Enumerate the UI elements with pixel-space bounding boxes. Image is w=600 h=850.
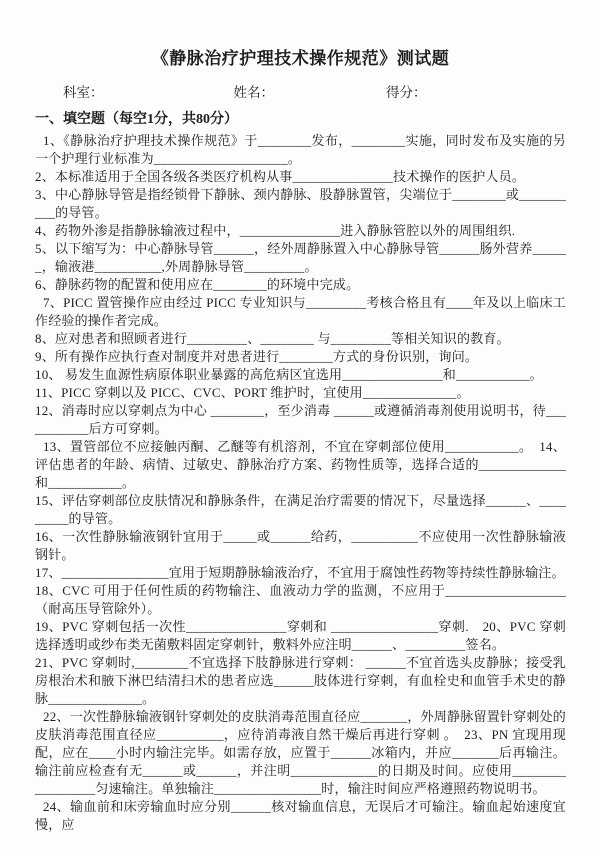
question-15: 15、评估穿刺部位皮肤情况和静脉条件，在满足治疗需要的情况下，尽量选择______、_________的导管。 (35, 493, 566, 526)
name-field-label: 姓名： (233, 85, 274, 100)
question-17: 17、________________宜用于短期静脉输液治疗，不宜用于腐蚀性药物等持续性静脉输注。 (35, 565, 565, 580)
question-9: 9、所有操作应执行查对制度并对患者进行________方式的身份识别，询问。 (35, 349, 479, 364)
question-11: 11、PICC 穿刺以及 PICC、CVC、PORT 维护时，宜使用______________。 (35, 385, 470, 400)
score-field-label: 得分： (386, 85, 427, 100)
question-22-23: 22、一次性静脉输液钢针穿刺处的皮肤消毒范围直径应_______，外周静脉留置针穿刺处的皮肤消毒范围直径应__________，应待消毒液自然干燥后再进行穿刺 。 23、PN 宜现用现配，应在____小时内输注完毕。如需存放，应置于______冰箱内，并应_______后再输注。输注前应检查有无______或______，并注明_____________的日期及时间。应使用_________________匀速输注。单独输注________________时，输注时间应严格遵照药物说明书。 (35, 709, 566, 796)
exam-header-fields (35, 81, 566, 101)
question-18: 18、CVC 可用于任何性质的药物输注、血液动力学的监测，不应用于__________________（耐高压导管除外）。 (35, 583, 566, 616)
question-7: 7、PICC 置管操作应由经过 PICC 专业知识与_________考核合格且有____年及以上临床工作经验的操作者完成。 (35, 295, 566, 328)
question-2: 2、本标准适用于全国各级各类医疗机构从事_______________技术操作的医护人员。 (35, 169, 526, 184)
question-8: 8、应对患者和照顾者进行_________、________ 与_________等相关知识的教育。 (35, 331, 510, 346)
questions-body (35, 132, 566, 834)
question-4: 4、药物外渗是指静脉输液过程中，_______________进入静脉管腔以外的周围组织. (35, 223, 516, 238)
question-16: 16、一次性静脉输液钢针宜用于_____或______给药，__________不应使用一次性静脉输液钢针。 (35, 529, 566, 562)
section-heading-fill-in-blanks: 一、填空题（每空1分，共80分） (35, 112, 238, 127)
question-5: 5、以下缩写为：中心静脉导管______，经外周静脉置入中心静脉导管______肠外营养______，输液港__________,外周静脉导管_________。 (35, 241, 566, 274)
question-1: 1、《静脉治疗护理技术操作规范》于________发布，________实施，同时发布及实施的另一个护理行业标准为____________________。 (35, 133, 566, 166)
question-6: 6、静脉药物的配置和使用应在________的环境中完成。 (35, 277, 360, 292)
question-24: 24、输血前和床旁输血时应分别______核对输血信息，无误后才可输注。输血起始速度宜慢，应 (35, 799, 566, 832)
department-field-label: 科室： (63, 85, 104, 100)
question-10: 10、 易发生血源性病原体职业暴露的高危病区宜选用_______________和___________。 (35, 367, 543, 382)
question-21: 21、PVC 穿刺时,________不宜选择下肢静脉进行穿刺： ______不宜首选头皮静脉；接受乳房根治术和腋下淋巴结清扫术的患者应选______肢体进行穿刺，有血栓史和血管手术史的静脉______________。 (35, 655, 566, 706)
question-13-14: 13、置管部位不应接触丙酮、乙醚等有机溶剂，不宜在穿刺部位使用___________。 14、评估患者的年龄、病情、过敏史、静脉治疗方案、药物性质等，选择合适的_____________和___________。 (35, 439, 566, 490)
question-3: 3、中心静脉导管是指经锁骨下静脉、颈内静脉、股静脉置管，尖端位于________或__________的导管。 (35, 187, 566, 220)
question-19-20: 19、PVC 穿刺包括一次性_______________穿刺和 ________________穿刺. 20、PVC 穿刺选择透明或纱布类无菌敷料固定穿刺针，敷料外应注明______、_________签名。 (35, 619, 566, 652)
page-title: 《静脉治疗护理技术操作规范》测试题 (151, 49, 450, 68)
question-12: 12、消毒时应以穿刺点为中心 ________，至少消毒 ______或遵循消毒剂使用说明书，待___________后方可穿刺。 (35, 403, 566, 436)
